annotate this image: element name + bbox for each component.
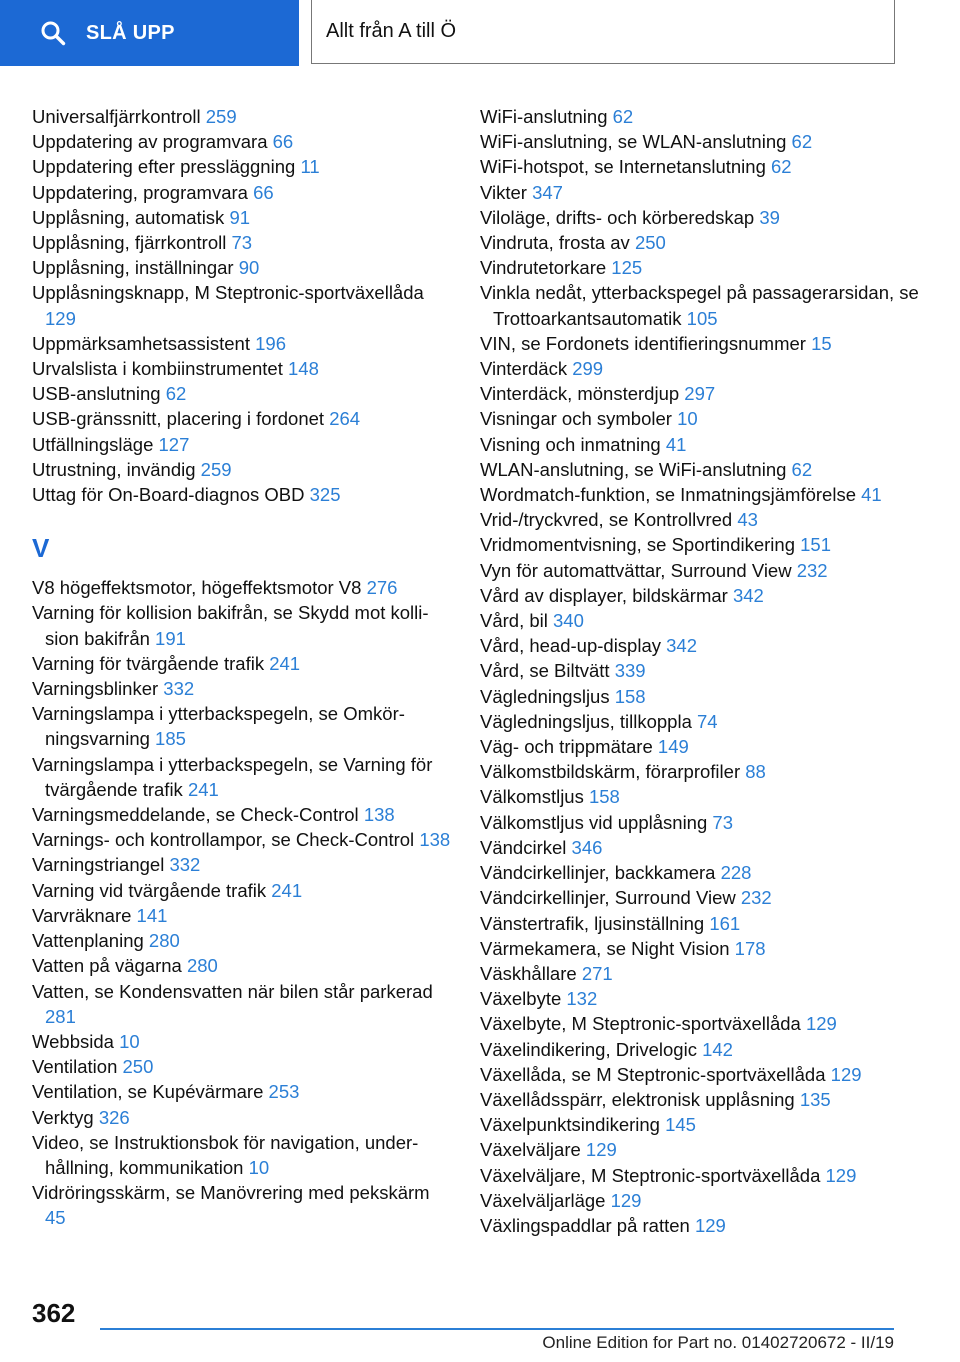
page-number: 362 bbox=[32, 1298, 76, 1328]
index-entry bbox=[480, 658, 920, 683]
index-page-link[interactable]: 158 bbox=[588, 786, 620, 808]
index-page-link[interactable]: 105 bbox=[686, 307, 718, 329]
index-entry-text: Varning vid tvärgående trafik bbox=[32, 879, 267, 901]
index-entry-text: VIN, se Fordonets identifieringsnummer bbox=[480, 332, 806, 354]
index-page-link[interactable]: 142 bbox=[702, 1038, 733, 1060]
index-entry bbox=[480, 129, 920, 154]
index-page-link[interactable]: 250 bbox=[122, 1056, 154, 1078]
index-entry-text: Upplåsning, inställningar bbox=[32, 257, 234, 279]
index-page-link[interactable]: 138 bbox=[419, 829, 451, 851]
index-entry bbox=[480, 633, 920, 658]
index-entry-text: Webbsida bbox=[32, 1030, 114, 1052]
index-page-link[interactable]: 73 bbox=[712, 811, 733, 833]
index-page-link[interactable]: 241 bbox=[269, 652, 301, 674]
index-entry bbox=[32, 280, 452, 330]
index-entry-text: Väg- och trippmätare bbox=[480, 736, 653, 758]
index-entry-text: Varningstriangel bbox=[32, 854, 165, 876]
index-entry bbox=[480, 482, 920, 507]
index-entry-text: Väskhållare bbox=[480, 962, 577, 984]
index-entry bbox=[32, 752, 452, 802]
index-entry-text: Vindruta, frosta av bbox=[480, 232, 630, 254]
index-entry-text: Välkomstljus vid upplåsning bbox=[480, 811, 708, 833]
index-entry bbox=[480, 784, 920, 809]
index-entry-text: Vridmomentvisning, se Sportindikering bbox=[480, 534, 795, 556]
index-entry bbox=[32, 575, 452, 600]
index-entry-text: Uppdatering, programvara bbox=[32, 181, 248, 203]
index-page-link[interactable]: 41 bbox=[665, 433, 687, 455]
index-page-link[interactable]: 129 bbox=[585, 1139, 617, 1161]
index-page-link[interactable]: 66 bbox=[253, 181, 274, 203]
index-entry bbox=[32, 154, 452, 179]
index-entry bbox=[480, 835, 920, 860]
index-entry-text: Varnings- och kontrollampor, se Check-Control bbox=[32, 829, 415, 851]
index-entry bbox=[32, 701, 452, 751]
index-entry bbox=[32, 457, 452, 482]
index-entry-text: Uttag för On-Board-diagnos OBD bbox=[32, 484, 305, 506]
index-entry bbox=[32, 953, 452, 978]
index-entry bbox=[480, 911, 920, 936]
index-page-link[interactable]: 342 bbox=[732, 584, 764, 606]
index-list-v-continued bbox=[480, 104, 920, 1238]
index-page-link[interactable]: 161 bbox=[709, 912, 741, 934]
index-entry-text: WiFi-anslutning bbox=[480, 106, 608, 127]
top-bar bbox=[0, 0, 960, 70]
index-entry-text: Vård av displayer, bildskärmar bbox=[480, 584, 728, 606]
index-entry bbox=[32, 802, 452, 827]
index-page-link[interactable]: 145 bbox=[665, 1114, 696, 1136]
index-entry bbox=[480, 230, 920, 255]
index-entry-text: Uppmärksamhetsassistent bbox=[32, 332, 250, 354]
index-page-link[interactable]: 299 bbox=[572, 358, 604, 380]
index-entry-text: Varvräknare bbox=[32, 904, 132, 926]
index-entry bbox=[32, 482, 452, 507]
index-page-link[interactable]: 250 bbox=[634, 232, 666, 254]
index-entry-text: Utfällningsläge bbox=[32, 433, 154, 455]
index-entry bbox=[480, 255, 920, 280]
footer-divider bbox=[100, 1328, 894, 1330]
index-page-link[interactable]: 264 bbox=[329, 408, 361, 430]
index-entry bbox=[480, 104, 920, 129]
index-entry-text: Vyn för automattvättar, Surround View bbox=[480, 559, 792, 581]
index-entry bbox=[32, 1180, 452, 1230]
index-entry-text: Växellåda, se M Steptronic-sportväxellåda bbox=[480, 1063, 826, 1085]
index-entry-text: Uppdatering av programvara bbox=[32, 131, 268, 153]
index-page-link[interactable]: 74 bbox=[697, 710, 718, 732]
index-page-link[interactable]: 62 bbox=[771, 156, 792, 178]
index-page-link[interactable]: 15 bbox=[811, 332, 832, 354]
index-page-link[interactable]: 191 bbox=[155, 627, 186, 649]
index-entry bbox=[480, 885, 920, 910]
index-entry-text: WLAN-anslutning, se WiFi-anslutning bbox=[480, 458, 787, 480]
index-entry bbox=[480, 356, 920, 381]
index-page-link[interactable]: 148 bbox=[288, 358, 319, 380]
index-entry-text: Visning och inmatning bbox=[480, 433, 661, 455]
index-page-link[interactable]: 280 bbox=[186, 955, 218, 977]
index-letter-heading: V bbox=[32, 533, 50, 564]
index-entry-text: USB-anslutning bbox=[32, 383, 161, 405]
index-entry bbox=[480, 507, 920, 532]
index-entry-text: Universalfjärrkontroll bbox=[32, 106, 201, 127]
index-list-v bbox=[32, 575, 452, 1230]
index-entry bbox=[32, 331, 452, 356]
index-entry-text: Vinterdäck bbox=[480, 358, 568, 380]
index-page-link[interactable]: 347 bbox=[532, 181, 563, 203]
index-entry bbox=[480, 154, 920, 179]
index-page-link[interactable]: 129 bbox=[805, 1013, 837, 1035]
index-entry-text: Upplåsningsknapp, M Steptronic-sportväxellåda bbox=[32, 282, 424, 304]
index-entry bbox=[32, 878, 452, 903]
index-page-link[interactable]: 196 bbox=[255, 332, 286, 354]
index-entry bbox=[32, 1105, 452, 1130]
index-entry bbox=[32, 1054, 452, 1079]
index-page-link[interactable]: 253 bbox=[268, 1081, 300, 1103]
index-page-link[interactable]: 281 bbox=[45, 1005, 76, 1027]
index-entry-text: Vägledningsljus, tillkoppla bbox=[480, 710, 692, 732]
index-page-link[interactable]: 43 bbox=[737, 509, 758, 531]
index-page-link[interactable]: 91 bbox=[229, 206, 251, 228]
index-page-link[interactable]: 340 bbox=[553, 610, 584, 632]
index-entry-text: Vindrutetorkare bbox=[480, 257, 607, 279]
index-page-link[interactable]: 129 bbox=[610, 1189, 642, 1211]
index-entry bbox=[32, 676, 452, 701]
index-entry bbox=[480, 331, 920, 356]
index-entry bbox=[480, 759, 920, 784]
index-entry bbox=[32, 381, 452, 406]
index-entry-text: WiFi-anslutning, se WLAN-anslutning bbox=[480, 131, 787, 153]
search-button[interactable] bbox=[0, 0, 299, 66]
index-entry bbox=[32, 1130, 452, 1180]
index-entry bbox=[480, 810, 920, 835]
index-page-link[interactable]: 158 bbox=[614, 685, 646, 707]
index-entry bbox=[480, 1163, 920, 1188]
footer-edition-text: Online Edition for Part no. 01402720672 - II/19 bbox=[542, 1333, 894, 1352]
index-entry-text: Utrustning, invändig bbox=[32, 458, 196, 480]
index-entry bbox=[32, 600, 452, 650]
index-entry-text: Vrid-/tryckvred, se Kontrollvred bbox=[480, 509, 733, 531]
index-page-link[interactable]: 73 bbox=[231, 232, 253, 254]
index-page-link[interactable]: 45 bbox=[45, 1207, 66, 1229]
index-page-link[interactable]: 129 bbox=[45, 307, 76, 329]
index-entry-text: Vändcirkellinjer, backkamera bbox=[480, 862, 716, 884]
index-entry-text: Vinterdäck, mönsterdjup bbox=[480, 383, 680, 405]
index-column-left bbox=[32, 104, 452, 1231]
index-page-link[interactable]: 232 bbox=[740, 887, 772, 909]
index-entry bbox=[480, 734, 920, 759]
index-entry-text: Visningar och symboler bbox=[480, 408, 672, 430]
index-entry-text: Växelpunktsindikering bbox=[480, 1114, 660, 1136]
index-entry-text: Video, se Instruktionsbok för navigation, underhållning, kommunikation bbox=[32, 1131, 419, 1178]
index-entry-text: Upplåsning, automatisk bbox=[32, 206, 225, 228]
index-entry-text: Välkomstljus bbox=[480, 786, 584, 808]
index-page-link[interactable]: 62 bbox=[612, 106, 634, 127]
index-entry bbox=[480, 684, 920, 709]
index-page-link[interactable]: 135 bbox=[799, 1088, 831, 1110]
index-entry-text: Växellådsspärr, elektronisk upplåsning bbox=[480, 1088, 795, 1110]
index-entry-text: USB-gränssnitt, placering i fordonet bbox=[32, 408, 325, 430]
index-entry-text: Vidröringsskärm, se Manövrering med pekskärm bbox=[32, 1182, 430, 1204]
index-page-link[interactable]: 88 bbox=[745, 761, 766, 783]
index-page-link[interactable]: 10 bbox=[119, 1030, 140, 1052]
section-title: Allt från A till Ö bbox=[311, 0, 895, 64]
index-page-link[interactable]: 62 bbox=[165, 383, 187, 405]
index-page-link[interactable]: 149 bbox=[657, 736, 689, 758]
index-page-link[interactable]: 151 bbox=[800, 534, 832, 556]
index-entry-text: V8 högeffektsmotor, högeffektsmotor V8 bbox=[32, 577, 362, 599]
index-entry bbox=[32, 903, 452, 928]
index-entry-text: Wordmatch-funktion, se Inmatningsjämförelse bbox=[480, 484, 856, 506]
index-entry bbox=[32, 230, 452, 255]
index-page-link[interactable]: 10 bbox=[248, 1156, 270, 1178]
index-entry bbox=[480, 406, 920, 431]
index-page-link[interactable]: 326 bbox=[98, 1106, 130, 1128]
index-entry bbox=[480, 180, 920, 205]
index-page-link[interactable]: 62 bbox=[791, 458, 813, 480]
index-page-link[interactable]: 346 bbox=[571, 836, 603, 858]
index-page-link[interactable]: 129 bbox=[830, 1063, 862, 1085]
index-page-link[interactable]: 332 bbox=[163, 678, 195, 700]
index-entry bbox=[32, 1079, 452, 1104]
index-entry bbox=[32, 180, 452, 205]
index-entry bbox=[480, 1037, 920, 1062]
index-entry bbox=[480, 280, 920, 330]
index-entry-text: Varningslampa i ytterbackspegeln, se Varning för tvärgående trafik bbox=[32, 753, 433, 800]
index-entry-text: Viloläge, drifts- och körberedskap bbox=[480, 206, 755, 228]
index-page-link[interactable]: 125 bbox=[611, 257, 643, 279]
index-entry bbox=[480, 986, 920, 1011]
index-entry-text: Urvalslista i kombiinstrumentet bbox=[32, 358, 283, 380]
index-entry-text: Vändcirkel bbox=[480, 836, 567, 858]
index-entry bbox=[480, 205, 920, 230]
index-entry bbox=[480, 1011, 920, 1036]
index-page-link[interactable]: 132 bbox=[566, 988, 598, 1010]
index-entry-text: Varning för tvärgående trafik bbox=[32, 652, 265, 674]
index-entry bbox=[480, 381, 920, 406]
index-page-link[interactable]: 178 bbox=[734, 937, 766, 959]
index-entry-text: Vård, se Biltvätt bbox=[480, 660, 610, 682]
search-icon bbox=[40, 20, 66, 46]
index-entry-text: Vård, head-up-display bbox=[480, 635, 661, 657]
index-entry-text: Vattenplaning bbox=[32, 930, 144, 952]
index-page-link[interactable]: 271 bbox=[581, 962, 613, 984]
index-page-link[interactable]: 259 bbox=[200, 458, 232, 480]
index-entry-text: Ventilation, se Kupévärmare bbox=[32, 1081, 264, 1103]
index-entry bbox=[480, 558, 920, 583]
index-page-link[interactable]: 241 bbox=[187, 778, 219, 800]
index-page-link[interactable]: 185 bbox=[155, 728, 186, 750]
index-page-link[interactable]: 276 bbox=[366, 577, 398, 599]
index-entry bbox=[480, 1087, 920, 1112]
index-page-link[interactable]: 138 bbox=[363, 804, 395, 826]
index-entry bbox=[32, 255, 452, 280]
index-entry-text: Växlingspaddlar på ratten bbox=[480, 1214, 690, 1236]
index-entry bbox=[480, 457, 920, 482]
index-entry bbox=[480, 709, 920, 734]
index-entry bbox=[480, 1062, 920, 1087]
index-page-link[interactable]: 259 bbox=[205, 106, 237, 127]
index-entry-text: Ventilation bbox=[32, 1056, 118, 1078]
index-entry bbox=[480, 1112, 920, 1137]
index-entry bbox=[480, 608, 920, 633]
index-entry bbox=[32, 928, 452, 953]
index-page-link[interactable]: 342 bbox=[666, 635, 698, 657]
index-entry bbox=[480, 1213, 920, 1238]
index-entry bbox=[32, 432, 452, 457]
index-entry-text: Växelväljarläge bbox=[480, 1189, 606, 1211]
index-entry bbox=[32, 1029, 452, 1054]
index-entry-text: Växelbyte, M Steptronic-sportväxellåda bbox=[480, 1013, 801, 1035]
index-page-link[interactable]: 90 bbox=[238, 257, 260, 279]
index-page-link[interactable]: 66 bbox=[272, 131, 294, 153]
index-page-link[interactable]: 232 bbox=[796, 559, 828, 581]
index-entry bbox=[480, 432, 920, 457]
index-entry-text: Varningslampa i ytterbackspegeln, se Omkörningsvarning bbox=[32, 703, 405, 750]
index-entry-text: WiFi-hotspot, se Internetanslutning bbox=[480, 156, 766, 178]
index-entry bbox=[32, 356, 452, 381]
index-entry-text: Välkomstbildskärm, förarprofiler bbox=[480, 761, 741, 783]
index-page-link[interactable]: 241 bbox=[271, 879, 303, 901]
index-entry bbox=[480, 936, 920, 961]
index-entry bbox=[32, 651, 452, 676]
index-entry bbox=[480, 1137, 920, 1162]
index-column-right bbox=[480, 104, 920, 1238]
index-entry-text: Varningsblinker bbox=[32, 678, 159, 700]
index-entry bbox=[480, 860, 920, 885]
index-page-link[interactable]: 297 bbox=[684, 383, 716, 405]
index-entry bbox=[32, 852, 452, 877]
index-entry-text: Växelbyte bbox=[480, 988, 562, 1010]
index-page-link[interactable]: 129 bbox=[694, 1214, 726, 1236]
index-entry bbox=[32, 979, 452, 1029]
index-entry bbox=[480, 1188, 920, 1213]
index-page-link[interactable]: 41 bbox=[861, 484, 882, 506]
index-entry-text: Uppdatering efter pressläggning bbox=[32, 156, 296, 178]
index-entry bbox=[32, 827, 452, 852]
index-entry bbox=[480, 961, 920, 986]
index-page-link[interactable]: 339 bbox=[614, 660, 646, 682]
index-entry-text: Varning för kollision bakifrån, se Skydd mot kollision bakifrån bbox=[32, 602, 429, 649]
index-list-u bbox=[32, 104, 452, 507]
search-button-label: SLÅ UPP bbox=[86, 21, 175, 44]
index-entry bbox=[32, 406, 452, 431]
index-entry-text: Växelväljare bbox=[480, 1139, 581, 1161]
index-entry-text: Varningsmeddelande, se Check-Control bbox=[32, 804, 359, 826]
index-entry-text: Verktyg bbox=[32, 1106, 94, 1128]
index-page-link[interactable]: 39 bbox=[759, 206, 780, 228]
index-entry-text: Växelväljare, M Steptronic-sportväxellåda bbox=[480, 1164, 821, 1186]
index-entry-text: Värmekamera, se Night Vision bbox=[480, 937, 730, 959]
index-page-link[interactable]: 280 bbox=[148, 930, 180, 952]
index-page-link[interactable]: 62 bbox=[791, 131, 813, 153]
index-entry bbox=[32, 205, 452, 230]
index-page-link[interactable]: 332 bbox=[169, 854, 201, 876]
index-entry-text: Vård, bil bbox=[480, 610, 548, 632]
index-page-link[interactable]: 127 bbox=[158, 433, 190, 455]
index-page-link[interactable]: 228 bbox=[720, 862, 752, 884]
index-entry-text: Vikter bbox=[480, 181, 527, 203]
index-page-link[interactable]: 325 bbox=[309, 484, 341, 506]
index-entry bbox=[480, 532, 920, 557]
index-entry-text: Vägledningsljus bbox=[480, 685, 610, 707]
index-page-link[interactable]: 11 bbox=[300, 156, 320, 178]
index-entry-text: Vinkla nedåt, ytterbackspegel på passagerarsidan, se Trottoarkantsautomatik bbox=[480, 282, 919, 329]
index-page-link[interactable]: 141 bbox=[136, 904, 168, 926]
index-entry bbox=[32, 104, 452, 129]
index-entry bbox=[32, 129, 452, 154]
index-entry-text: Vatten, se Kondensvatten när bilen står parkerad bbox=[32, 980, 433, 1002]
index-entry-text: Vänstertrafik, ljusinställning bbox=[480, 912, 705, 934]
index-entry-text: Växelindikering, Drivelogic bbox=[480, 1038, 697, 1060]
index-entry-text: Vatten på vägarna bbox=[32, 955, 182, 977]
index-page-link[interactable]: 10 bbox=[677, 408, 698, 430]
index-entry-text: Vändcirkellinjer, Surround View bbox=[480, 887, 736, 909]
index-page-link[interactable]: 129 bbox=[825, 1164, 857, 1186]
index-entry-text: Upplåsning, fjärrkontroll bbox=[32, 232, 227, 254]
index-entry bbox=[480, 583, 920, 608]
